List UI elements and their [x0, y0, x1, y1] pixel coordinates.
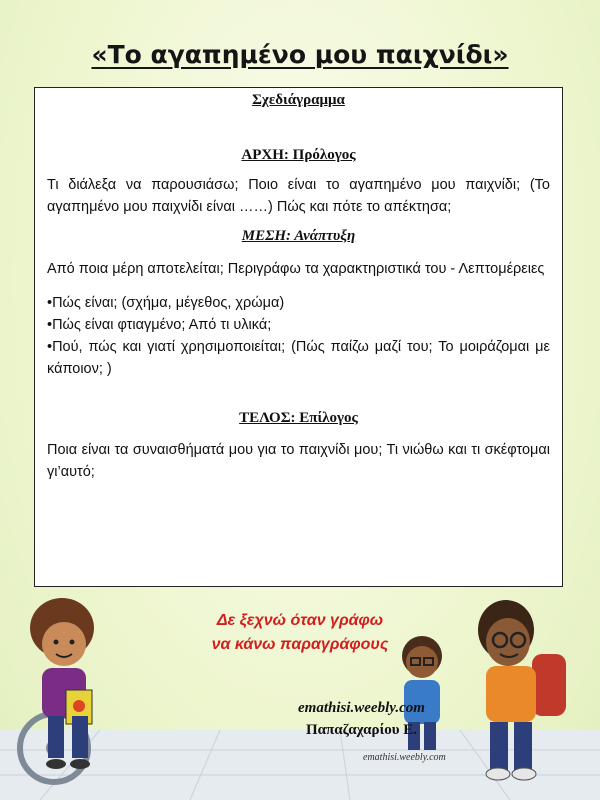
section-heading-conclusion: ΤΕΛΟΣ: Επίλογος [239, 410, 358, 426]
website-label: emathisi.weebly.com [298, 700, 425, 716]
author-name: Παπαζαχαρίου Ε. [306, 722, 418, 738]
bullet-item: •Πού, πώς και γιατί χρησιμοποιείται; (Πώς παίζω μαζί του; Το μοιράζομαι με κάποιον; ) [47, 339, 550, 377]
bullet-item: •Πώς είναι; (σχήμα, μέγεθος, χρώμα) [47, 295, 285, 311]
website-watermark: emathisi.weebly.com [363, 752, 446, 763]
section-body-paragraph: Από ποια μέρη αποτελείται; Περιγράφω τα χαρακτηριστικά του - Λεπτομέρειες [47, 261, 545, 277]
outline-box [34, 87, 563, 587]
bullet-item: •Πώς είναι φτιαγμένο; Από τι υλικά; [47, 317, 272, 333]
title-close-quote: » [492, 40, 509, 69]
section-conclusion-paragraph: Ποια είναι τα συναισθήματά μου για το παιχνίδι μου; Τι νιώθω και τι σκέφτομαι γι’αυτό; [47, 442, 550, 480]
title-open-quote: « [91, 40, 108, 69]
section-heading-body: ΜΕΣΗ: Ανάπτυξη [241, 228, 356, 244]
reminder-line-2: να κάνω παραγράφους [211, 636, 389, 653]
title-text: Το αγαπημένο μου παιχνίδι [107, 40, 493, 69]
page-title [0, 40, 600, 69]
reminder-line-1: Δε ξεχνώ όταν γράφω [216, 612, 384, 629]
section-heading-intro: ΑΡΧΗ: Πρόλογος [241, 147, 356, 163]
section-intro-paragraph: Τι διάλεξα να παρουσιάσω; Ποιο είναι το αγαπημένο μου παιχνίδι; (Το αγαπημένο μου παιχνίδι είναι ……) Πώς και πότε το απέκτησα; [47, 177, 550, 215]
outline-heading: Σχεδιάγραμμα [252, 92, 345, 108]
